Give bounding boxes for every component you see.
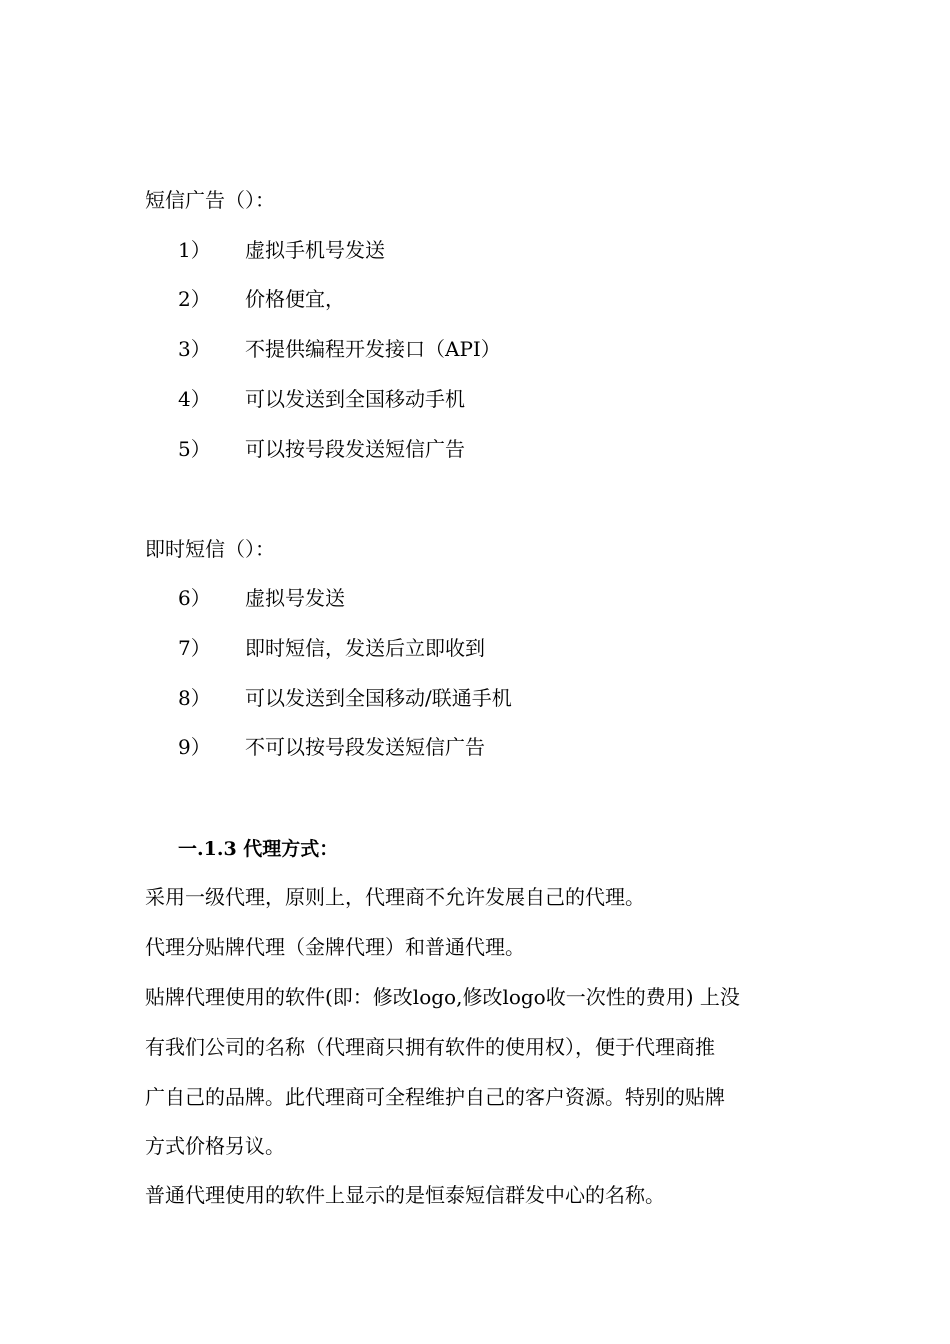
paragraph-line: 广自己的品牌。此代理商可全程维护自己的客户资源。特别的贴牌 xyxy=(145,1085,725,1109)
list-item: 不可以按号段发送短信广告 xyxy=(245,735,485,759)
list-item-number: 8） xyxy=(178,686,211,710)
list-item-number: 4） xyxy=(178,387,211,411)
list-item-number: 2） xyxy=(178,287,211,311)
paragraph-line: 采用一级代理，原则上，代理商不允许发展自己的代理。 xyxy=(145,885,645,909)
list-item-number: 5） xyxy=(178,437,211,461)
list-item-number: 9） xyxy=(178,735,211,759)
list-item: 可以发送到全国移动手机 xyxy=(245,387,465,411)
list-item: 可以发送到全国移动/联通手机 xyxy=(245,686,512,710)
agency-heading: 一.1.3 代理方式： xyxy=(178,838,339,860)
paragraph-line: 贴牌代理使用的软件(即：修改logo,修改logo收一次性的费用) 上没 xyxy=(145,985,740,1009)
paragraph-line: 方式价格另议。 xyxy=(145,1134,285,1158)
list-item: 不提供编程开发接口（API） xyxy=(245,337,501,361)
paragraph-line: 普通代理使用的软件上显示的是恒泰短信群发中心的名称。 xyxy=(145,1183,665,1207)
sms-ad-title: 短信广告（）： xyxy=(145,188,275,212)
list-item: 即时短信，发送后立即收到 xyxy=(245,636,485,660)
list-item: 虚拟号发送 xyxy=(245,586,345,610)
list-item-number: 7） xyxy=(178,636,211,660)
paragraph-line: 有我们公司的名称（代理商只拥有软件的使用权），便于代理商推 xyxy=(145,1035,715,1059)
list-item: 虚拟手机号发送 xyxy=(245,238,385,262)
list-item-number: 3） xyxy=(178,337,211,361)
list-item: 价格便宜， xyxy=(245,287,345,311)
list-item-number: 1） xyxy=(178,238,211,262)
paragraph-line: 代理分贴牌代理（金牌代理）和普通代理。 xyxy=(145,935,525,959)
list-item-number: 6） xyxy=(178,586,211,610)
list-item: 可以按号段发送短信广告 xyxy=(245,437,465,461)
instant-sms-title: 即时短信（）： xyxy=(145,537,275,561)
